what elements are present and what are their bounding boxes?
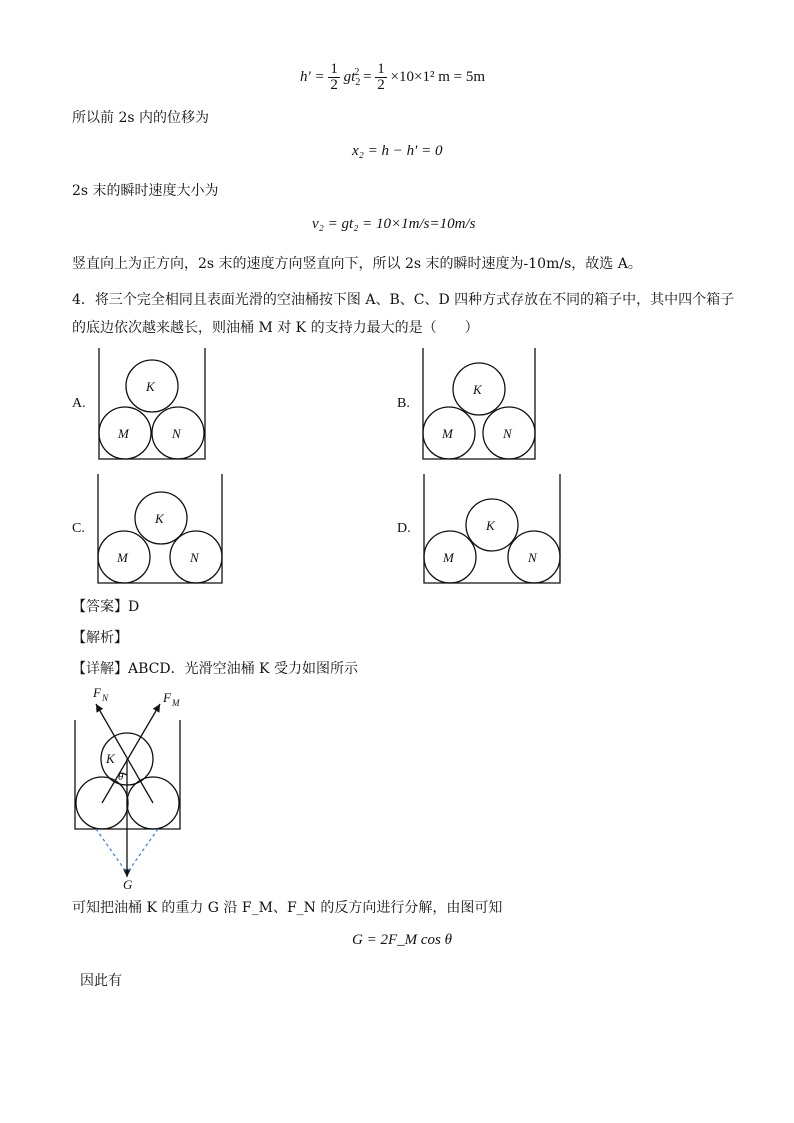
question-4-line-2: 的底边依次越来越长，则油桶 M 对 K 的支持力最大的是（ ） (72, 320, 479, 336)
option-c-label: C. (72, 521, 85, 536)
label-fn: F (93, 685, 101, 700)
label-fm: F (163, 690, 171, 705)
eq1-lhs: h′ = (300, 68, 325, 85)
label-fn-sub: N (102, 693, 109, 703)
label-k-a: K (146, 379, 155, 394)
therefore-text: 因此有 (80, 973, 122, 989)
box-a (99, 348, 205, 459)
paragraph-displacement: 所以前 2s 内的位移为 (72, 110, 209, 126)
box-c (98, 474, 222, 583)
label-n-c: N (190, 550, 199, 565)
eq1-fraction-1: $\frac{1}{2}$ (330, 61, 338, 93)
label-m-a: M (118, 426, 129, 441)
label-theta: θ (118, 771, 124, 783)
option-b-label: B. (397, 396, 410, 411)
label-m-b: M (442, 426, 453, 441)
label-k-force: K (106, 751, 115, 766)
answer-label: 【答案】D (72, 599, 140, 615)
label-n-b: N (503, 426, 512, 441)
equation-g: G = 2F_M cos θ (352, 932, 452, 948)
dashed-line-right (127, 829, 158, 873)
label-m-d: M (443, 550, 454, 565)
eq1-gt: gt (343, 68, 356, 85)
label-n-d: N (528, 550, 537, 565)
force-diagram (60, 682, 260, 892)
option-d-label: D. (397, 521, 411, 536)
label-n-a: N (172, 426, 181, 441)
analysis-label: 【解析】 (72, 630, 128, 646)
dashed-line-left (96, 829, 127, 873)
option-a-label: A. (72, 396, 86, 411)
label-k-b: K (473, 382, 482, 397)
paragraph-velocity: 2s 末的瞬时速度大小为 (72, 183, 219, 199)
paragraph-conclusion: 竖直向上为正方向，2s 末的速度方向竖直向下，所以 2s 末的瞬时速度为-10m/s，故选 A。 (72, 256, 642, 272)
label-g: G (123, 877, 133, 892)
label-m-c: M (117, 550, 128, 565)
equation-v2: v₂ = gt₂ = 10×1m/s=10m/s (312, 216, 476, 232)
label-fm-sub: M (172, 698, 180, 708)
label-k-d: K (486, 518, 495, 533)
eq1-fraction-2: $\frac{1}{2}$ (377, 61, 385, 93)
decompose-text: 可知把油桶 K 的重力 G 沿 F_M、F_N 的反方向进行分解，由图可知 (72, 900, 503, 916)
detail-text: 【详解】ABCD．光滑空油桶 K 受力如图所示 (72, 661, 358, 677)
box-b (423, 348, 535, 459)
equation-x2: x₂ = h − h′ = 0 (352, 143, 443, 159)
label-k-c: K (155, 511, 164, 526)
equation-h-prime: h′ = $\frac{1}{2}$ $gt_2^2$ = $\frac{1}{2}$ ×10×1² m = 5m (300, 61, 486, 93)
force-arrow-fn (96, 704, 153, 803)
question-4-line-1: 4．将三个完全相同且表面光滑的空油桶按下图 A、B、C、D 四种方式存放在不同的箱子中，其中四个箱子 (72, 292, 735, 308)
